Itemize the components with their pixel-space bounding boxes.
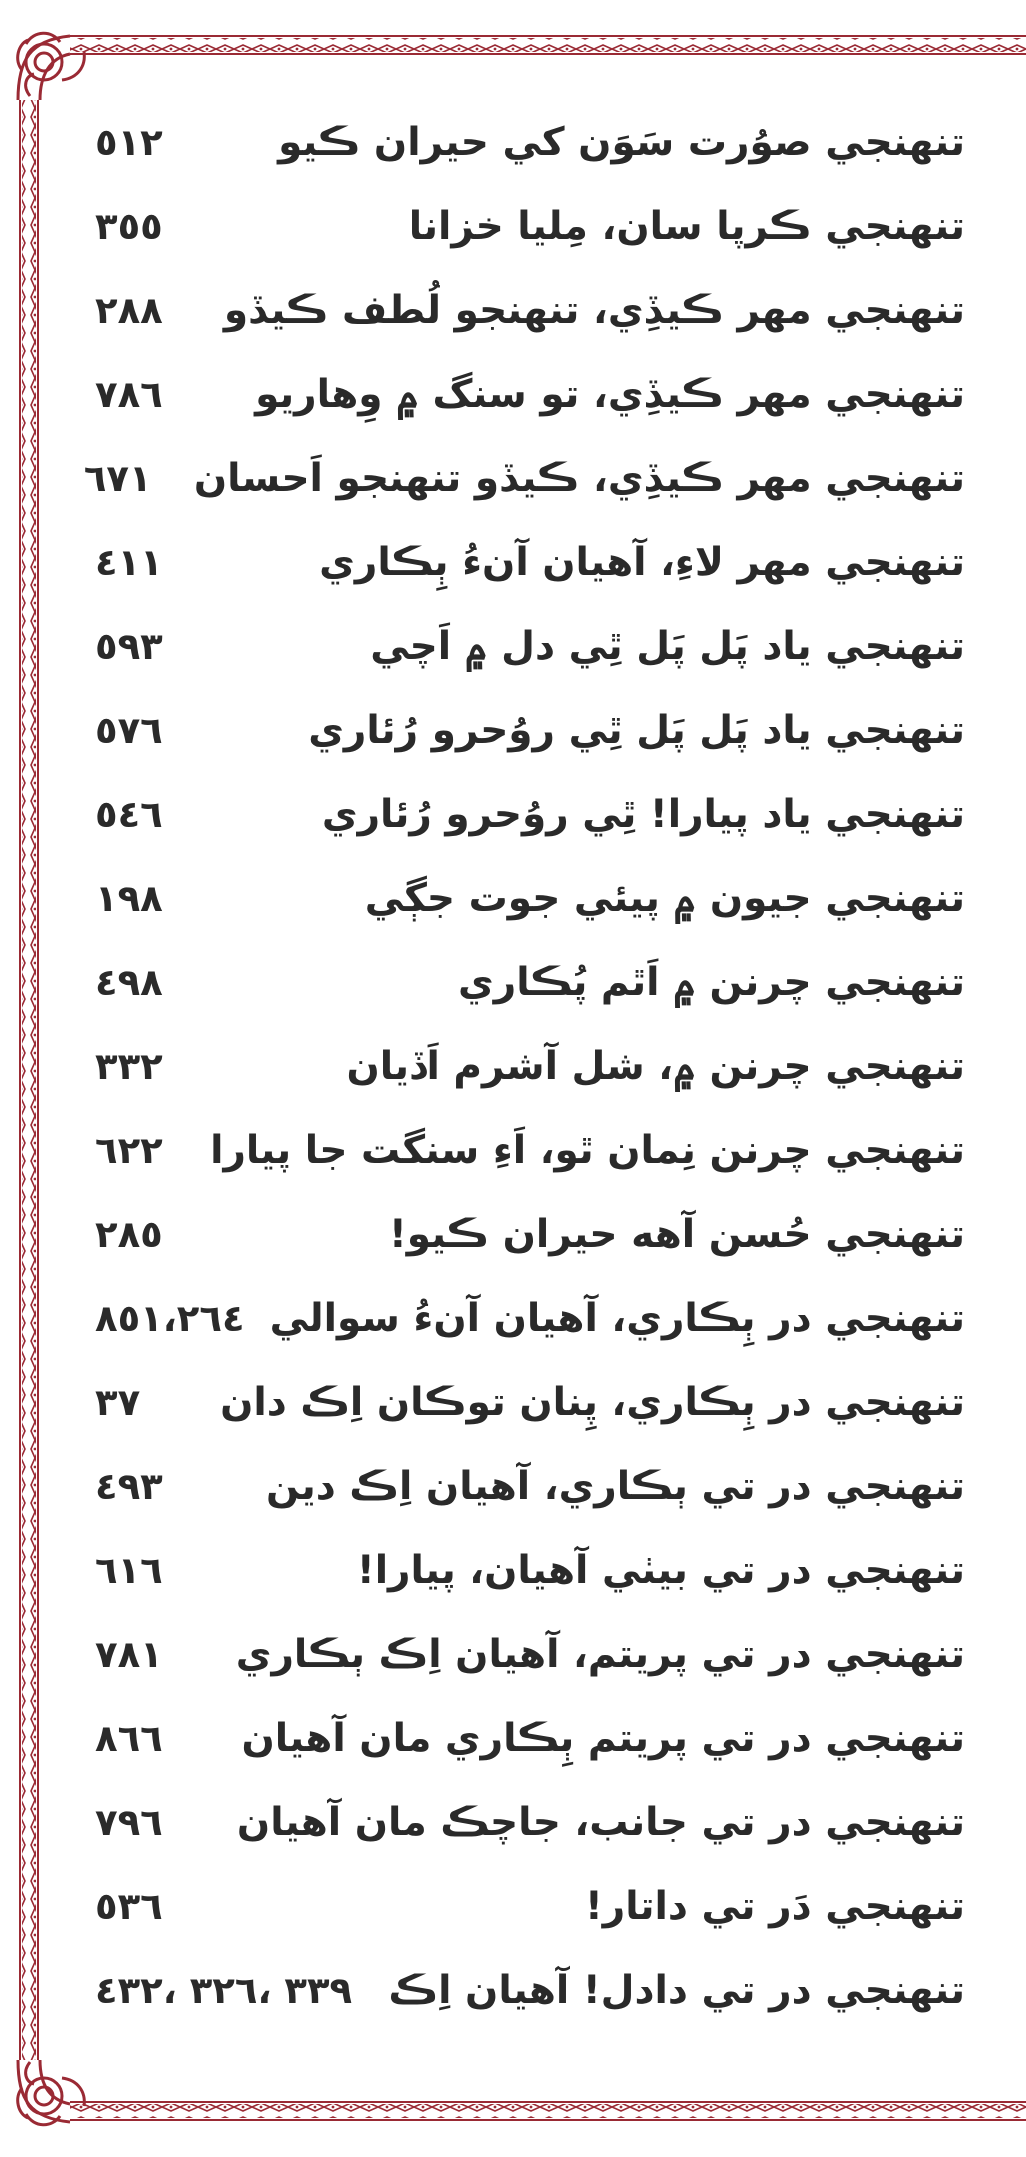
- left-border: [20, 100, 38, 2060]
- entry-page-number: ٤٩٣: [95, 1465, 163, 1508]
- index-entry: [95, 196, 965, 258]
- entry-page-number: ٥٩٣: [95, 625, 163, 668]
- entry-title: تنهنجي جيون ۾ پيئي جوت جڳي: [364, 876, 965, 921]
- entry-title: تنهنجي در ٻِڪاري، آهيان آنءُ سوالي: [269, 1296, 965, 1341]
- entry-title: تنهنجي در تي پريتم، آهيان اِڪ ٻڪاري: [235, 1632, 965, 1677]
- entry-title: تنهنجي ڪرپا سان، مِليا خزانا: [408, 204, 965, 249]
- entry-title: تنهنجي در تي جانب، جاچڪ مان آهيان: [236, 1800, 965, 1845]
- entry-page-number: ٣٥٥: [95, 205, 163, 248]
- entry-page-number: ٧٨١: [95, 1633, 163, 1676]
- song-index-list: [83, 112, 965, 2022]
- index-entry: [95, 784, 965, 846]
- entry-page-number: ٣٧: [95, 1381, 141, 1424]
- entry-page-number: ٧٩٦: [95, 1801, 163, 1844]
- entry-title: تنهنجي در تي دادل! آهيان اِڪ: [388, 1968, 965, 2013]
- entry-page-number: ٦٢٢: [95, 1129, 163, 1172]
- entry-page-number: ٢٨٨: [95, 289, 163, 332]
- index-entry: [95, 1204, 965, 1266]
- entry-page-number: ٤١١: [95, 541, 163, 584]
- entry-title: تنهنجي چرنن ۾ اَٿم پُڪاري: [458, 960, 965, 1005]
- entry-title: تنهنجي در تي ٻڪاري، آهيان اِڪ دين: [266, 1464, 965, 1509]
- entry-page-number: ٦١٦: [95, 1549, 163, 1592]
- entry-title: تنهنجي ياد پَل پَل ٿِي دل ۾ اَچي: [370, 624, 965, 669]
- entry-page-number: ٨٥١،٢٦٤: [95, 1297, 245, 1340]
- index-entry: [95, 1372, 965, 1434]
- entry-title: تنهنجي مهر ڪيڏِي، تو سنگ ۾ وِهاريو: [255, 372, 965, 417]
- entry-title: تنهنجي دَر تي داتار!: [584, 1884, 965, 1929]
- index-entry: [95, 280, 965, 342]
- entry-page-number: ٣٣٢: [95, 1045, 163, 1088]
- index-entry: [95, 112, 965, 174]
- entry-title: تنهنجي در تي بيٺي آهيان، پيارا!: [356, 1548, 965, 1593]
- entry-title: تنهنجي صوُرت سَوَن کي حيران ڪيو: [278, 120, 965, 165]
- entry-page-number: ٨٦٦: [95, 1717, 163, 1760]
- entry-title: تنهنجي ياد پَل پَل ٿِي روُحرو رُئاري: [308, 708, 965, 753]
- entry-page-number: ٥١٢: [95, 121, 163, 164]
- index-entry: [95, 1288, 965, 1350]
- index-entry: [95, 1036, 965, 1098]
- entry-page-number: ٣٣٩ ،٣٢٦ ،٤٣٢: [95, 1969, 353, 2012]
- entry-page-number: ٧٨٦: [95, 373, 163, 416]
- index-entry: [95, 952, 965, 1014]
- entry-title: تنهنجي در ٻِڪاري، پِنان توڪان اِڪ دان: [220, 1380, 965, 1425]
- entry-title: تنهنجي ياد پيارا! ٿِي روُحرو رُئاري: [321, 792, 965, 837]
- entry-title: تنهنجي مهر لاءِ، آهيان آنءُ ٻِڪاري: [319, 540, 965, 585]
- entry-title: تنهنجي مهر ڪيڏِي، تنهنجو لُطف ڪيڏو: [223, 288, 965, 333]
- entry-page-number: ٥٧٦: [95, 709, 163, 752]
- index-entry: [95, 868, 965, 930]
- index-entry: [95, 1120, 965, 1182]
- index-entry: [95, 532, 965, 594]
- entry-title: تنهنجي مهر ڪيڏِي، ڪيڏو تنهنجو اَحسان: [193, 456, 965, 501]
- entry-title: تنهنجي چرنن ۾، شل آشرم اَڏيان: [346, 1044, 965, 1089]
- index-entry: [83, 448, 965, 510]
- bottom-border: [70, 2102, 1026, 2120]
- index-entry: [95, 616, 965, 678]
- index-entry: [95, 364, 965, 426]
- index-entry: [95, 1708, 965, 1770]
- index-entry: [95, 1540, 965, 1602]
- index-entry: [95, 1792, 965, 1854]
- entry-title: تنهنجي چرنن نِمان ٿو، اَءِ سنگت جا پيارا: [210, 1128, 965, 1173]
- entry-page-number: ٥٤٦: [95, 793, 163, 836]
- entry-page-number: ٥٣٦: [95, 1885, 163, 1928]
- entry-page-number: ٦٧١: [83, 457, 152, 500]
- index-entry: [95, 700, 965, 762]
- entry-page-number: ٢٨٥: [95, 1213, 163, 1256]
- entry-title: تنهنجي حُسن آهه حيران ڪيو!: [388, 1212, 965, 1257]
- index-entry: [95, 1456, 965, 1518]
- entry-title: تنهنجي در تي پريتم ٻِڪاري مان آهيان: [241, 1716, 965, 1761]
- index-entry: [95, 1876, 965, 1938]
- entry-page-number: ٤٩٨: [95, 961, 163, 1004]
- index-entry: [95, 1960, 965, 2022]
- top-border: [70, 36, 1026, 54]
- index-entry: [95, 1624, 965, 1686]
- entry-page-number: ١٩٨: [95, 877, 163, 920]
